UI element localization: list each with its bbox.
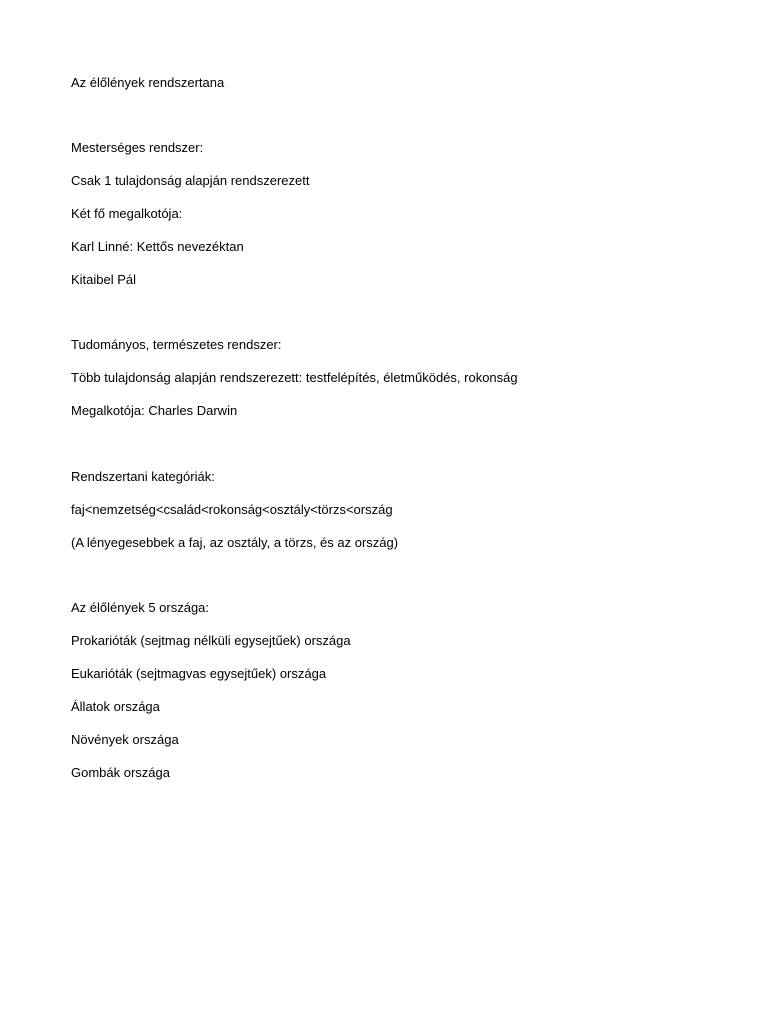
artificial-system-line: Kitaibel Pál <box>71 272 137 287</box>
artificial-system-line: Két fő megalkotója: <box>71 206 183 221</box>
kingdom-item: Eukarióták (sejtmagvas egysejtűek) országa <box>71 666 327 681</box>
document-title: Az élőlények rendszertana <box>71 75 225 90</box>
natural-system-heading: Tudományos, természetes rendszer: <box>71 337 282 352</box>
kingdom-item: Növények országa <box>71 732 179 747</box>
natural-system-line: Megalkotója: Charles Darwin <box>71 403 238 418</box>
artificial-system-heading: Mesterséges rendszer: <box>71 140 204 155</box>
categories-line: faj<nemzetség<család<rokonság<osztály<törzs<ország <box>71 502 393 517</box>
artificial-system-line: Karl Linné: Kettős nevezéktan <box>71 239 244 254</box>
kingdom-item: Gombák országa <box>71 765 170 780</box>
kingdom-item: Prokarióták (sejtmag nélküli egysejtűek) országa <box>71 633 351 648</box>
artificial-system-line: Csak 1 tulajdonság alapján rendszerezett <box>71 173 310 188</box>
kingdoms-heading: Az élőlények 5 országa: <box>71 600 210 615</box>
categories-heading: Rendszertani kategóriák: <box>71 469 215 484</box>
categories-line: (A lényegesebbek a faj, az osztály, a törzs, és az ország) <box>71 535 399 550</box>
natural-system-line: Több tulajdonság alapján rendszerezett: testfelépítés, életműködés, rokonság <box>71 370 518 385</box>
kingdom-item: Állatok országa <box>71 699 160 714</box>
